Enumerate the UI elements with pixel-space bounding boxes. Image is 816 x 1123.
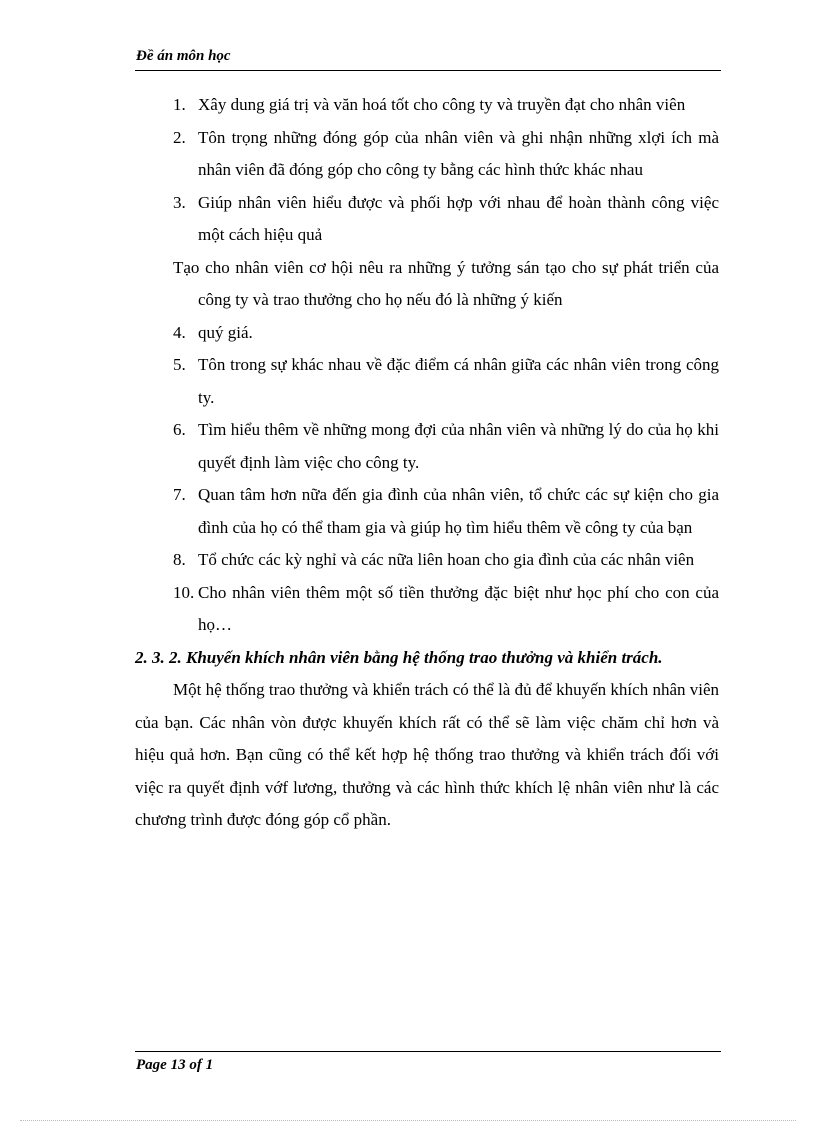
body-paragraph: Một hệ thống trao thưởng và khiển trách có thể là đủ để khuyến khích nhân viên của bạn. Các nhân vòn được khuyến khích rất có thể sẽ làm việc chăm chỉ hơn và hiệu quả hơn. Bạn cũng có thể kết hợp hệ thống trao thưởng và khiển trách đối với việc ra quyết định vớf lương, thưởng và các hình thức khích lệ nhân viên như là các chương trình được đóng góp cổ phần. (135, 680, 720, 829)
list-item (135, 187, 719, 252)
list-text: quý giá. (198, 322, 253, 342)
list-text: Xây dung giá trị và văn hoá tốt cho công ty và truyền đạt cho nhân viên (198, 95, 686, 114)
list-number: 1. (173, 95, 186, 114)
list-number: 10. (173, 582, 195, 602)
list-text: Tôn trong sự khác nhau về đặc điểm cá nhân giữa các nhân viên trong công ty. (198, 355, 719, 407)
list-text: Giúp nhân viên hiểu được và phối hợp với nhau để hoàn thành công việc một cách hiệu quả (198, 192, 719, 244)
list-text: Cho nhân viên thêm một số tiền thưởng đặc biệt như học phí cho con của họ… (198, 582, 719, 634)
list-text: Tôn trọng những đóng góp của nhân viên và ghi nhận những xlợi ích mà nhân viên đã đóng góp cho công ty bằng các hình thức khác nhau (198, 127, 719, 179)
section-heading: 2. 3. 2. Khuyến khích nhân viên bằng hệ thống trao thưởng và khiển trách. (135, 647, 663, 667)
list-number: 7. (173, 485, 186, 504)
page-number: Page 13 of 1 (136, 1057, 214, 1073)
list-item (135, 122, 719, 187)
list-item (135, 317, 719, 350)
floating-paragraph: Tạo cho nhân viên cơ hội nêu ra những ý tưởng sán tạo cho sự phát triển của công ty và trao thưởng cho họ nếu đó là những ý kiến (173, 257, 719, 309)
header-rule (135, 70, 721, 71)
list-number: 4. (173, 322, 186, 342)
list-text: Quan tâm hơn nữa đến gia đình của nhân viên, tổ chức các sự kiện cho gia đình của họ có thể tham gia và giúp họ tìm hiểu thêm về công ty của bạn (198, 485, 719, 537)
list-number: 3. (173, 192, 186, 212)
document-body (135, 89, 719, 837)
list-item (135, 89, 719, 122)
list-text: Tổ chức các kỳ nghỉ và các nữa liên hoan cho gia đình của các nhân viên (198, 550, 695, 569)
list-item (135, 577, 719, 642)
list-text: Tìm hiểu thêm về những mong đợi của nhân viên và những lý do của họ khi quyết định làm việc cho công ty. (198, 420, 719, 472)
list-number: 6. (173, 420, 186, 439)
page-edge-divider (20, 1120, 796, 1121)
list-item (135, 544, 719, 577)
list-number: 5. (173, 355, 186, 374)
list-item (135, 349, 719, 414)
list-item (135, 479, 719, 544)
header-title: Đề án môn học (136, 48, 231, 64)
list-number: 2. (173, 127, 186, 147)
list-number: 8. (173, 550, 186, 569)
footer-rule (135, 1051, 721, 1052)
list-item (135, 414, 719, 479)
